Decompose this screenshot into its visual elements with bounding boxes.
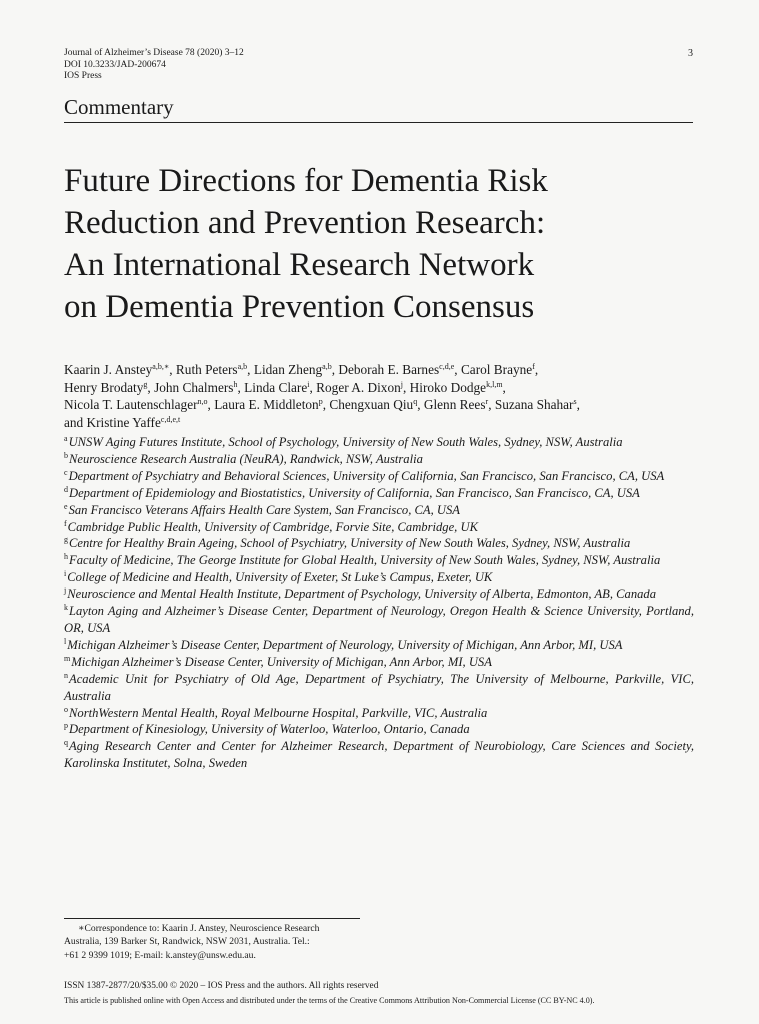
author-affiliation-mark: f: [532, 362, 535, 371]
affiliation: [64, 535, 694, 552]
author-affiliation-mark: c,d,e: [439, 362, 455, 371]
author-name: Linda Clare: [244, 379, 308, 395]
author-name: John Chalmers: [154, 379, 234, 395]
correspondence-footnote: [64, 922, 364, 962]
affiliation-text: Layton Aging and Alzheimer’s Disease Center, Department of Neurology, Oregon Health & Science University, Portland, OR, USA: [64, 604, 694, 635]
author-line: Henry Brodaty$^g$, John Chalmers$^h$, Linda Clare$^i$, Roger A. Dixon$^j$, Hiroko Dodge$^{k,l,m}$,: [64, 379, 506, 395]
author-affiliation-mark: q: [413, 397, 418, 407]
affiliation-text: San Francisco Veterans Affairs Health Care System, San Francisco, CA, USA: [68, 502, 460, 517]
affiliation-text: Centre for Healthy Brain Ageing, School of Psychiatry, University of New South Wales, Sydney, NSW, Australia: [69, 536, 631, 551]
affiliation-mark: d: [64, 484, 68, 494]
doi: DOI 10.3233/JAD-200674: [64, 59, 166, 70]
author-name: Hiroko Dodge: [409, 379, 487, 395]
affiliation: [64, 552, 694, 569]
affiliation: [64, 721, 694, 738]
affiliation-mark: f: [64, 518, 67, 528]
journal-citation: Journal of Alzheimer’s Disease 78 (2020) 3–12: [64, 48, 244, 58]
author-affiliation-mark: n,o: [197, 397, 208, 407]
affiliation: [64, 637, 694, 654]
title-line: on Dementia Prevention Consensus: [64, 289, 535, 325]
affiliation: [64, 451, 694, 468]
affiliation-text: Michigan Alzheimer’s Disease Center, University of Michigan, Ann Arbor, MI, USA: [71, 654, 492, 669]
affiliation-mark: b: [64, 450, 68, 460]
author-affiliation-mark: s: [573, 397, 577, 407]
author-name: Nicola T. Lautenschlager: [64, 397, 198, 413]
author-name: Laura E. Middleton: [214, 397, 319, 413]
author-name: Lidan Zheng: [253, 362, 323, 377]
author-name: Kaarin J. Anstey: [64, 362, 153, 377]
footnote-line: ∗Correspondence to: Kaarin J. Anstey, Neuroscience Research: [78, 923, 320, 934]
affiliation: [64, 654, 694, 671]
footnote-line: +61 2 9399 1019; E-mail: k.anstey@unsw.edu.au.: [64, 949, 256, 961]
affiliation-mark: e: [64, 501, 68, 511]
affiliation-mark: a: [64, 434, 68, 443]
affiliation-mark: h: [64, 552, 68, 562]
title-line: An International Research Network: [64, 247, 535, 283]
author-affiliation-mark: r: [485, 397, 489, 407]
header-rule: [64, 122, 693, 123]
author-affiliation-mark: i: [307, 379, 310, 389]
affiliation: [64, 502, 694, 519]
affiliation-mark: q: [64, 738, 68, 748]
author-name: Suzana Shahar: [494, 397, 574, 413]
author-name: Carol Brayne: [460, 362, 533, 377]
affiliation: [64, 603, 694, 637]
author-name: Deborah E. Barnes: [338, 362, 440, 377]
affiliation: [64, 705, 694, 722]
affiliation-text: Department of Epidemiology and Biostatistics, University of California, San Francisco, San Francisco, CA, USA: [69, 485, 640, 500]
author-line: Kaarin J. Anstey$^{a,b,∗}$, Ruth Peters$^{a,b}$, Lidan Zheng$^{a,b}$, Deborah E. Barnes$^{c,d,e}$, Carol Brayne$^f$,: [64, 362, 539, 377]
page-number: 3: [688, 48, 693, 59]
author-name: Glenn Rees: [423, 397, 486, 413]
affiliation-mark: n: [64, 670, 68, 680]
author-list: [64, 361, 694, 431]
affiliation-mark: m: [64, 653, 71, 663]
section-label: Commentary: [64, 95, 174, 119]
author-line: Nicola T. Lautenschlager$^{n,o}$, Laura E. Middleton$^p$, Chengxuan Qiu$^q$, Glenn Rees$^r$, Suzana Shahar$^s$,: [64, 397, 580, 413]
affiliation: [64, 434, 694, 451]
affiliation-text: College of Medicine and Health, University of Exeter, St Luke’s Campus, Exeter, UK: [67, 570, 493, 585]
affiliation: [64, 671, 694, 705]
journal-header: [64, 48, 244, 83]
footnote-line: Australia, 139 Barker St, Randwick, NSW 2031, Australia. Tel.:: [64, 936, 310, 948]
affiliation: [64, 519, 694, 536]
affiliation: [64, 586, 694, 603]
affiliation: [64, 485, 694, 502]
affiliation: [64, 468, 694, 485]
author-affiliation-mark: h: [233, 379, 238, 389]
affiliation-text: UNSW Aging Futures Institute, School of Psychology, University of New South Wales, Sydney, NSW, Australia: [68, 435, 623, 449]
affiliation-text: Academic Unit for Psychiatry of Old Age, Department of Psychiatry, The University of Melbourne, Parkville, VIC, Australia: [64, 671, 694, 703]
author-affiliation-mark: a,b: [322, 362, 332, 371]
license-line: This article is published online with Open Access and distributed under the terms of the Creative Commons Attribution Non-Commercial License (CC BY-NC 4.0).: [64, 996, 595, 1005]
author-affiliation-mark: a,b: [237, 362, 248, 371]
author-name: Ruth Peters: [175, 362, 238, 377]
affiliation: [64, 738, 694, 772]
author-affiliation-mark: g: [143, 379, 148, 389]
affiliation-text: Aging Research Center and Center for Alzheimer Research, Department of Neurobiology, Care Sciences and Society, Karolinska Institutet, Solna, Sweden: [64, 739, 694, 771]
affiliation-text: Cambridge Public Health, University of Cambridge, Forvie Site, Cambridge, UK: [67, 519, 478, 534]
footnote-rule: [64, 918, 360, 919]
affiliation-mark: p: [64, 721, 68, 731]
title-line: Reduction and Prevention Research:: [64, 205, 546, 241]
title-line: Future Directions for Dementia Risk: [64, 163, 548, 199]
author-affiliation-mark: c,d,e,t: [160, 414, 181, 424]
author-affiliation-mark: p: [318, 397, 323, 407]
affiliation-text: Michigan Alzheimer’s Disease Center, Department of Neurology, University of Michigan, Ann Arbor, MI, USA: [67, 637, 623, 652]
article-title: [64, 160, 684, 328]
affiliation-mark: j: [64, 586, 67, 596]
issn-line: ISSN 1387-2877/20/$35.00 © 2020 – IOS Press and the authors. All rights reserved: [64, 981, 379, 991]
author-affiliation-mark: a,b,∗: [152, 362, 170, 371]
author-affiliation-mark: k,l,m: [486, 379, 503, 389]
author-name: Chengxuan Qiu: [329, 397, 414, 413]
affiliation-text: Faculty of Medicine, The George Institute for Global Health, University of New South Wales, Sydney, NSW, Australia: [69, 553, 661, 568]
affiliation-mark: c: [64, 467, 68, 477]
affiliation-text: Department of Kinesiology, University of Waterloo, Waterloo, Ontario, Canada: [69, 722, 470, 737]
affiliation-mark: g: [64, 535, 68, 545]
author-name: Kristine Yaffe: [86, 414, 161, 430]
affiliation-mark: k: [64, 603, 68, 613]
affiliation-text: Department of Psychiatry and Behavioral Sciences, University of California, San Francisco, San Francisco, CA, USA: [68, 468, 665, 483]
publisher: IOS Press: [64, 71, 102, 81]
affiliation-text: Neuroscience Research Australia (NeuRA), Randwick, NSW, Australia: [69, 451, 423, 466]
author-affiliation-mark: j: [400, 379, 403, 389]
author-line: [64, 414, 694, 432]
author-name: Roger A. Dixon: [316, 379, 401, 395]
author-name: Henry Brodaty: [64, 379, 144, 395]
affiliation: [64, 569, 694, 586]
affiliation-mark: l: [64, 636, 67, 646]
affiliation-list: [64, 434, 694, 772]
affiliation-text: Neuroscience and Mental Health Institute, Department of Psychology, University of Alberta, Edmonton, AB, Canada: [67, 587, 657, 602]
affiliation-text: NorthWestern Mental Health, Royal Melbourne Hospital, Parkville, VIC, Australia: [69, 705, 488, 720]
author-conjunction: and: [64, 414, 87, 430]
affiliation-mark: o: [64, 704, 68, 714]
affiliation-mark: i: [64, 569, 67, 579]
